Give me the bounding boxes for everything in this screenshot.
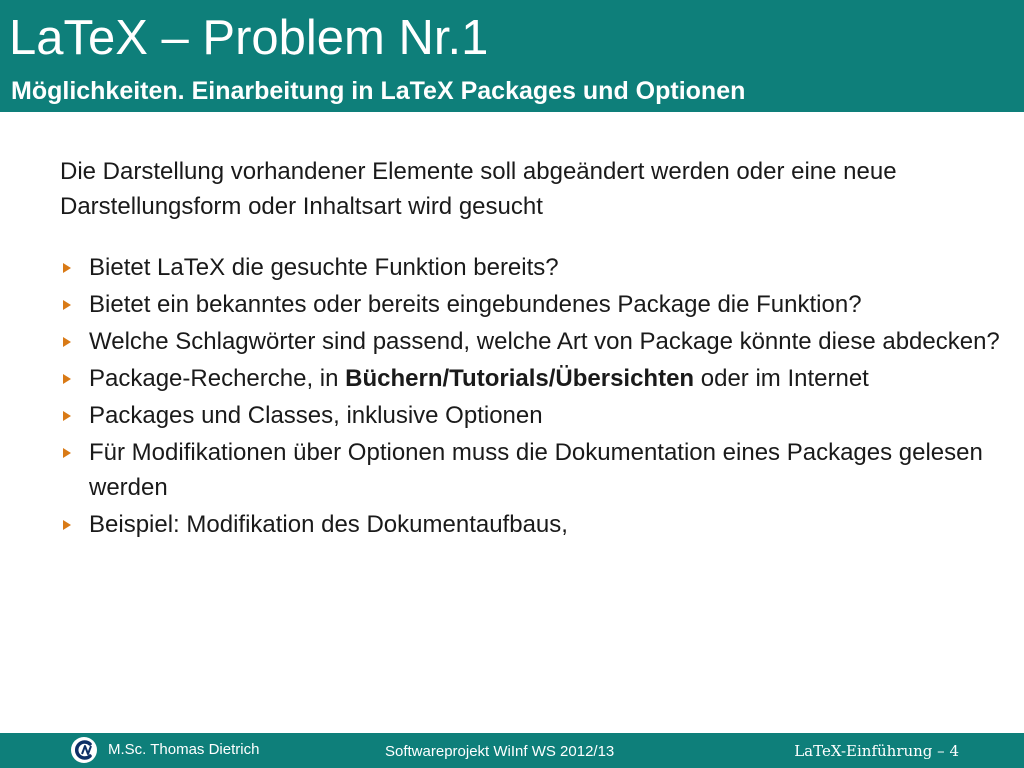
triangle-bullet-icon xyxy=(63,374,71,384)
university-logo-icon xyxy=(70,736,98,764)
triangle-bullet-icon xyxy=(63,448,71,458)
bullet-item xyxy=(60,250,1010,285)
bullet-item xyxy=(60,435,1010,505)
triangle-bullet-icon xyxy=(63,263,71,273)
bullet-text-emphasis: Büchern/Tutorials/Übersichten xyxy=(345,365,695,392)
intro-paragraph: Die Darstellung vorhandener Elemente soll abgeändert werden oder eine neue Darstellungsform oder Inhaltsart wird gesucht xyxy=(60,158,897,220)
footer-page-label: LaTeX-Einführung – 4 xyxy=(794,742,959,760)
bullet-text-start: Package-Recherche, in xyxy=(89,365,346,392)
bullet-text: Packages und Classes, inklusive Optionen xyxy=(89,402,543,429)
footer-author: M.Sc. Thomas Dietrich xyxy=(108,741,260,758)
bullet-item xyxy=(60,324,1010,359)
footer-course: Softwareprojekt WiInf WS 2012/13 xyxy=(385,743,615,760)
triangle-bullet-icon xyxy=(63,337,71,347)
bullet-text: Für Modifikationen über Optionen muss die Dokumentation eines Packages gelesen werden xyxy=(89,439,983,501)
bullet-text-end: oder im Internet xyxy=(694,365,869,392)
bullet-text: Beispiel: Modifikation des Dokumentaufbaus, xyxy=(89,511,568,538)
bullet-item xyxy=(60,287,1010,322)
slide-content xyxy=(60,154,1010,544)
bullet-item xyxy=(60,507,1010,542)
bullet-text: Bietet LaTeX die gesuchte Funktion bereits? xyxy=(89,254,559,281)
triangle-bullet-icon xyxy=(63,411,71,421)
slide-header xyxy=(0,0,1024,112)
bullet-item xyxy=(60,361,1010,396)
triangle-bullet-icon xyxy=(63,300,71,310)
bullet-text: Welche Schlagwörter sind passend, welche Art von Package könnte diese abdecken? xyxy=(89,328,1000,355)
bullet-list xyxy=(60,250,1010,542)
slide-subtitle: Möglichkeiten. Einarbeitung in LaTeX Packages und Optionen xyxy=(11,77,746,105)
slide-footer xyxy=(0,733,1024,768)
bullet-item xyxy=(60,398,1010,433)
slide-title: LaTeX – Problem Nr.1 xyxy=(9,11,489,65)
bullet-text: Bietet ein bekanntes oder bereits eingebundenes Package die Funktion? xyxy=(89,291,862,318)
triangle-bullet-icon xyxy=(63,520,71,530)
